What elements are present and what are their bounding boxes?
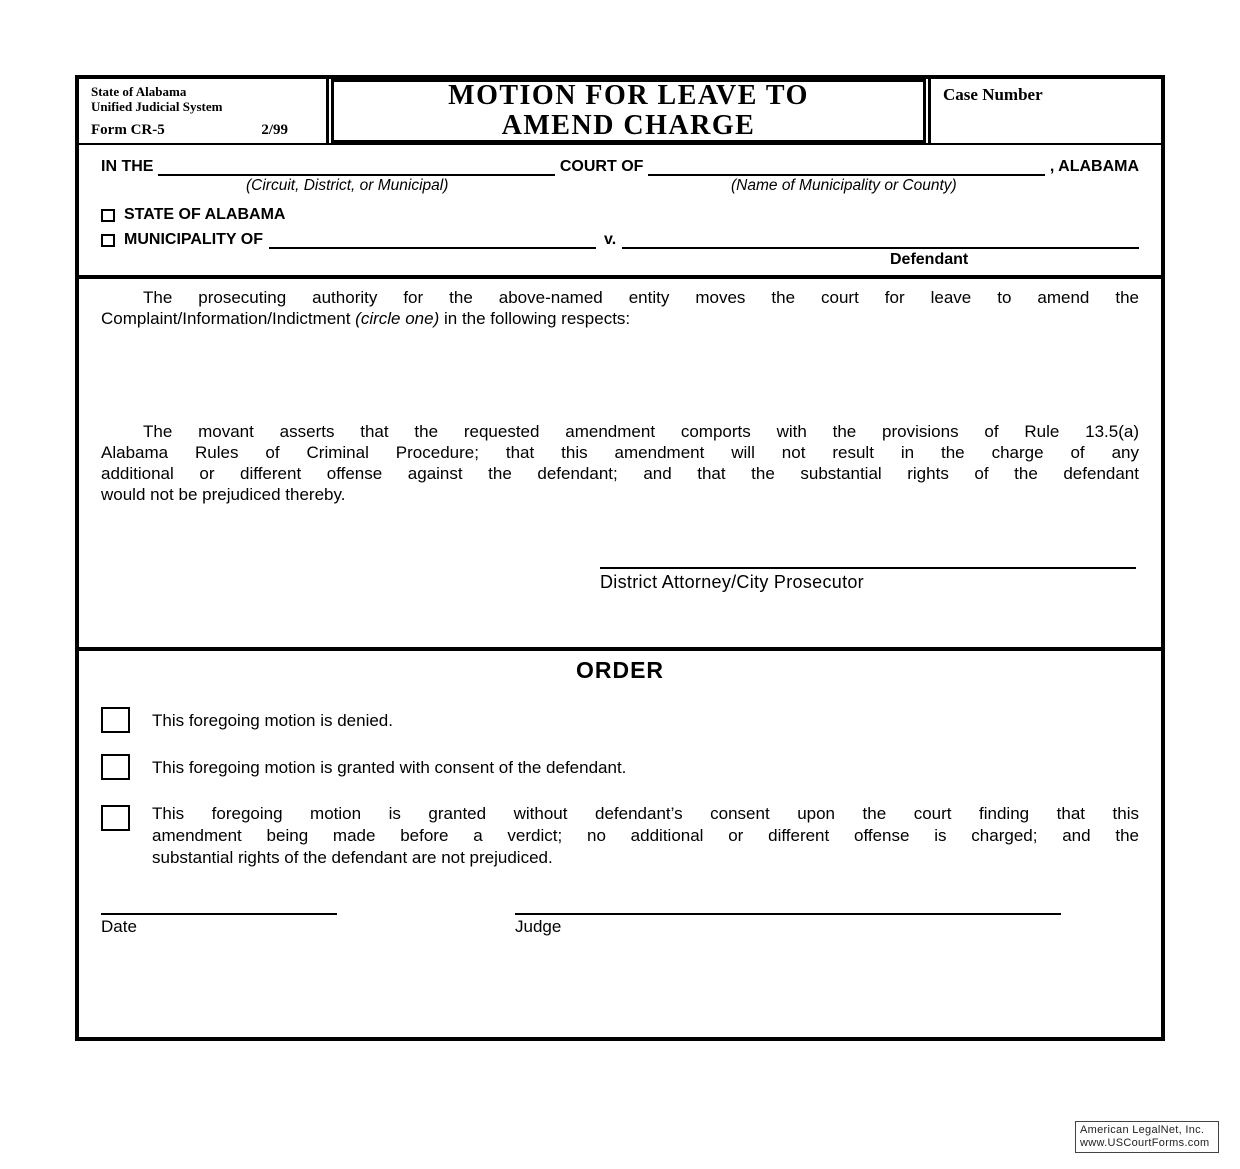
stamp-line2: www.USCourtForms.com	[1080, 1137, 1210, 1149]
court-identification-block	[79, 145, 1161, 275]
circle-one-note: (circle one)	[355, 309, 440, 328]
legalnet-stamp	[1075, 1121, 1219, 1153]
alabama-suffix-label: , ALABAMA	[1049, 158, 1140, 175]
agency-line1: State of Alabama	[91, 84, 187, 99]
motion-paragraph-2-line3: additional or different offense against the defendant; and that the substantial rights of the defendant	[101, 464, 1139, 483]
court-type-caption: (Circuit, District, or Municipal)	[246, 177, 449, 194]
state-of-alabama-label: STATE OF ALABAMA	[124, 206, 286, 223]
agency-line2: Unified Judicial System	[91, 99, 223, 114]
stamp-line1: American LegalNet, Inc.	[1080, 1124, 1205, 1136]
order-option-granted-consent	[101, 754, 1139, 780]
case-number-label: Case Number	[943, 85, 1043, 104]
denied-checkbox[interactable]	[101, 707, 130, 733]
motion-paragraph-1-line1: The prosecuting authority for the above-named entity moves the court for leave to amend the	[143, 288, 1139, 307]
order-option-granted-without-consent	[101, 803, 1139, 869]
form-revision: 2/99	[261, 122, 288, 138]
order-section	[79, 651, 1161, 1037]
form-title: MOTION FOR LEAVE TO AMEND CHARGE	[448, 80, 809, 141]
judge-label: Judge	[515, 917, 562, 936]
motion-paragraph-2-line2: Alabama Rules of Criminal Procedure; that this amendment will not result in the charge of any	[101, 443, 1139, 462]
denied-label: This foregoing motion is denied.	[152, 711, 393, 730]
para1-text-after: in the following respects:	[439, 309, 631, 328]
court-of-label: COURT OF	[559, 158, 644, 175]
granted-without-consent-checkbox[interactable]	[101, 805, 130, 831]
defendant-label: Defendant	[890, 251, 969, 268]
granted-with-consent-checkbox[interactable]	[101, 754, 130, 780]
granted-with-consent-label: This foregoing motion is granted with consent of the defendant.	[152, 758, 627, 777]
granted-without-consent-label	[152, 803, 1139, 869]
motion-paragraph-2-line1: The movant asserts that the requested amendment comports with the provisions of Rule 13.5(a)	[143, 422, 1139, 441]
municipality-caption: (Name of Municipality or County)	[731, 177, 957, 194]
municipality-name-blank[interactable]	[269, 234, 596, 249]
court-form	[75, 75, 1165, 1041]
amendment-text-area[interactable]	[101, 329, 1139, 421]
option3-line2: amendment being made before a verdict; no additional or different offense is charged; and the	[152, 826, 1139, 845]
form-header	[79, 79, 1161, 145]
motion-body	[79, 279, 1161, 647]
court-location-blank[interactable]	[648, 161, 1044, 176]
option3-line1: This foregoing motion is granted without defendant’s consent upon the court finding that this	[152, 804, 1139, 823]
date-label: Date	[101, 917, 137, 936]
option3-line3: substantial rights of the defendant are not prejudiced.	[152, 848, 553, 867]
municipality-checkbox[interactable]	[101, 234, 115, 247]
form-title-box	[331, 79, 926, 143]
motion-paragraph-1-line2	[101, 308, 1139, 329]
municipality-label: MUNICIPALITY OF	[124, 231, 263, 248]
defendant-name-blank[interactable]	[622, 234, 1139, 249]
court-name-blank[interactable]	[158, 161, 554, 176]
order-heading: ORDER	[575, 657, 665, 683]
agency-box	[79, 79, 329, 143]
order-option-denied	[101, 707, 1139, 733]
versus-label: v.	[604, 231, 617, 248]
para1-text-before: Complaint/Information/Indictment	[101, 309, 356, 328]
state-of-alabama-checkbox[interactable]	[101, 209, 115, 222]
case-number-field[interactable]	[928, 79, 1161, 143]
motion-paragraph-2-line4: would not be prejudiced thereby.	[101, 485, 346, 504]
prosecutor-signature-label: District Attorney/City Prosecutor	[600, 572, 864, 592]
form-number: Form CR-5	[91, 122, 165, 138]
in-the-label: IN THE	[101, 158, 154, 175]
